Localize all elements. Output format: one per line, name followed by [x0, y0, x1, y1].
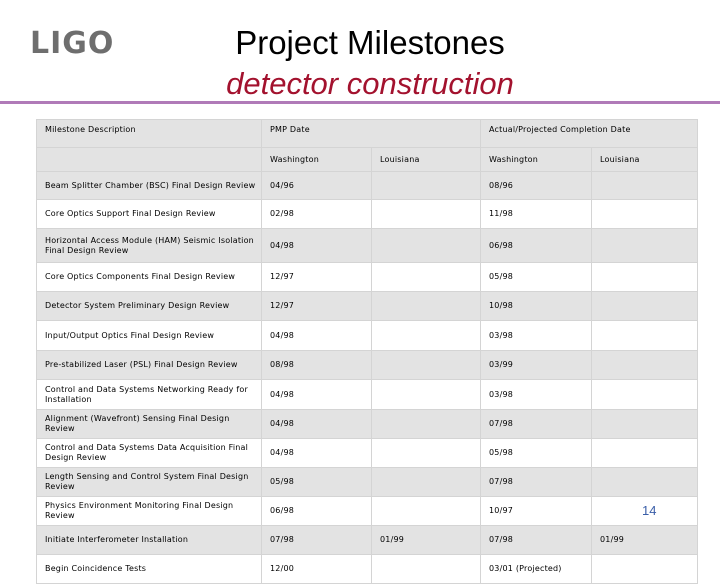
title-divider — [0, 101, 720, 104]
cell-pmp-washington: 04/98 — [262, 380, 372, 410]
cell-actual-louisiana — [592, 439, 698, 468]
table-row — [37, 380, 698, 410]
header-pmp-date: PMP Date — [262, 120, 481, 148]
cell-pmp-washington: 04/98 — [262, 410, 372, 439]
subheader-pmp-louisiana: Louisiana — [372, 148, 481, 172]
cell-pmp-louisiana — [372, 351, 481, 380]
cell-actual-louisiana — [592, 200, 698, 229]
cell-milestone-description: Physics Environment Monitoring Final Design Review — [37, 497, 262, 526]
cell-milestone-description: Alignment (Wavefront) Sensing Final Design Review — [37, 410, 262, 439]
cell-pmp-washington: 05/98 — [262, 468, 372, 497]
cell-pmp-louisiana — [372, 321, 481, 351]
cell-milestone-description: Control and Data Systems Networking Ready for Installation — [37, 380, 262, 410]
page-subtitle: detector construction — [226, 66, 514, 101]
table-header-row — [37, 120, 698, 148]
cell-actual-washington: 07/98 — [481, 410, 592, 439]
cell-milestone-description: Pre-stabilized Laser (PSL) Final Design Review — [37, 351, 262, 380]
cell-actual-louisiana — [592, 321, 698, 351]
cell-pmp-washington: 04/96 — [262, 172, 372, 200]
cell-milestone-description: Initiate Interferometer Installation — [37, 526, 262, 555]
table-body — [37, 172, 698, 584]
cell-actual-louisiana — [592, 292, 698, 321]
cell-pmp-louisiana — [372, 229, 481, 263]
cell-actual-louisiana: 01/99 — [592, 526, 698, 555]
milestones-table — [36, 119, 698, 584]
cell-pmp-louisiana — [372, 380, 481, 410]
cell-actual-washington: 07/98 — [481, 526, 592, 555]
cell-actual-washington: 05/98 — [481, 263, 592, 292]
subheader-pmp-washington: Washington — [262, 148, 372, 172]
header-milestone-description: Milestone Description — [37, 120, 262, 148]
cell-pmp-louisiana: 01/99 — [372, 526, 481, 555]
cell-pmp-washington: 12/97 — [262, 263, 372, 292]
table-row — [37, 292, 698, 321]
cell-pmp-washington: 12/97 — [262, 292, 372, 321]
table-row — [37, 263, 698, 292]
subheader-actual-washington: Washington — [481, 148, 592, 172]
table-subheader-row — [37, 148, 698, 172]
cell-milestone-description: Core Optics Support Final Design Review — [37, 200, 262, 229]
cell-actual-louisiana — [592, 468, 698, 497]
cell-milestone-description: Horizontal Access Module (HAM) Seismic Isolation Final Design Review — [37, 229, 262, 263]
table-row — [37, 200, 698, 229]
cell-actual-washington: 03/98 — [481, 380, 592, 410]
cell-pmp-louisiana — [372, 468, 481, 497]
table-row — [37, 526, 698, 555]
cell-pmp-washington: 12/00 — [262, 555, 372, 584]
table-row — [37, 172, 698, 200]
cell-milestone-description: Beam Splitter Chamber (BSC) Final Design Review — [37, 172, 262, 200]
cell-actual-washington: 03/01 (Projected) — [481, 555, 592, 584]
cell-pmp-louisiana — [372, 292, 481, 321]
page-number: 14 — [642, 503, 657, 518]
cell-milestone-description: Begin Coincidence Tests — [37, 555, 262, 584]
table-row — [37, 229, 698, 263]
subheader-blank-cell — [37, 148, 262, 172]
cell-actual-washington: 10/97 — [481, 497, 592, 526]
table-row — [37, 351, 698, 380]
cell-milestone-description: Control and Data Systems Data Acquisition Final Design Review — [37, 439, 262, 468]
cell-milestone-description: Detector System Preliminary Design Review — [37, 292, 262, 321]
cell-actual-louisiana — [592, 229, 698, 263]
cell-actual-louisiana — [592, 410, 698, 439]
table-row — [37, 410, 698, 439]
cell-pmp-louisiana — [372, 263, 481, 292]
ligo-logo: LIGO — [30, 26, 115, 61]
cell-actual-louisiana — [592, 263, 698, 292]
cell-milestone-description: Length Sensing and Control System Final Design Review — [37, 468, 262, 497]
cell-pmp-louisiana — [372, 555, 481, 584]
cell-actual-washington: 06/98 — [481, 229, 592, 263]
cell-pmp-washington: 04/98 — [262, 439, 372, 468]
cell-actual-louisiana — [592, 380, 698, 410]
table-row — [37, 321, 698, 351]
cell-actual-louisiana — [592, 555, 698, 584]
cell-pmp-louisiana — [372, 439, 481, 468]
cell-pmp-washington: 08/98 — [262, 351, 372, 380]
table-row — [37, 555, 698, 584]
subheader-actual-louisiana: Louisiana — [592, 148, 698, 172]
cell-pmp-washington: 07/98 — [262, 526, 372, 555]
cell-actual-washington: 10/98 — [481, 292, 592, 321]
header-actual-projected-date: Actual/Projected Completion Date — [481, 120, 698, 148]
cell-pmp-louisiana — [372, 497, 481, 526]
table-row — [37, 439, 698, 468]
cell-pmp-louisiana — [372, 410, 481, 439]
cell-pmp-louisiana — [372, 172, 481, 200]
cell-milestone-description: Core Optics Components Final Design Review — [37, 263, 262, 292]
cell-actual-louisiana — [592, 351, 698, 380]
cell-pmp-washington: 02/98 — [262, 200, 372, 229]
cell-actual-washington: 03/98 — [481, 321, 592, 351]
table-row — [37, 497, 698, 526]
cell-actual-washington: 03/99 — [481, 351, 592, 380]
cell-pmp-washington: 06/98 — [262, 497, 372, 526]
cell-actual-louisiana — [592, 172, 698, 200]
cell-actual-washington: 11/98 — [481, 200, 592, 229]
cell-actual-washington: 08/96 — [481, 172, 592, 200]
page-title: Project Milestones — [235, 24, 505, 61]
cell-actual-washington: 05/98 — [481, 439, 592, 468]
cell-actual-washington: 07/98 — [481, 468, 592, 497]
cell-milestone-description: Input/Output Optics Final Design Review — [37, 321, 262, 351]
cell-pmp-louisiana — [372, 200, 481, 229]
table-row — [37, 468, 698, 497]
cell-pmp-washington: 04/98 — [262, 321, 372, 351]
cell-pmp-washington: 04/98 — [262, 229, 372, 263]
